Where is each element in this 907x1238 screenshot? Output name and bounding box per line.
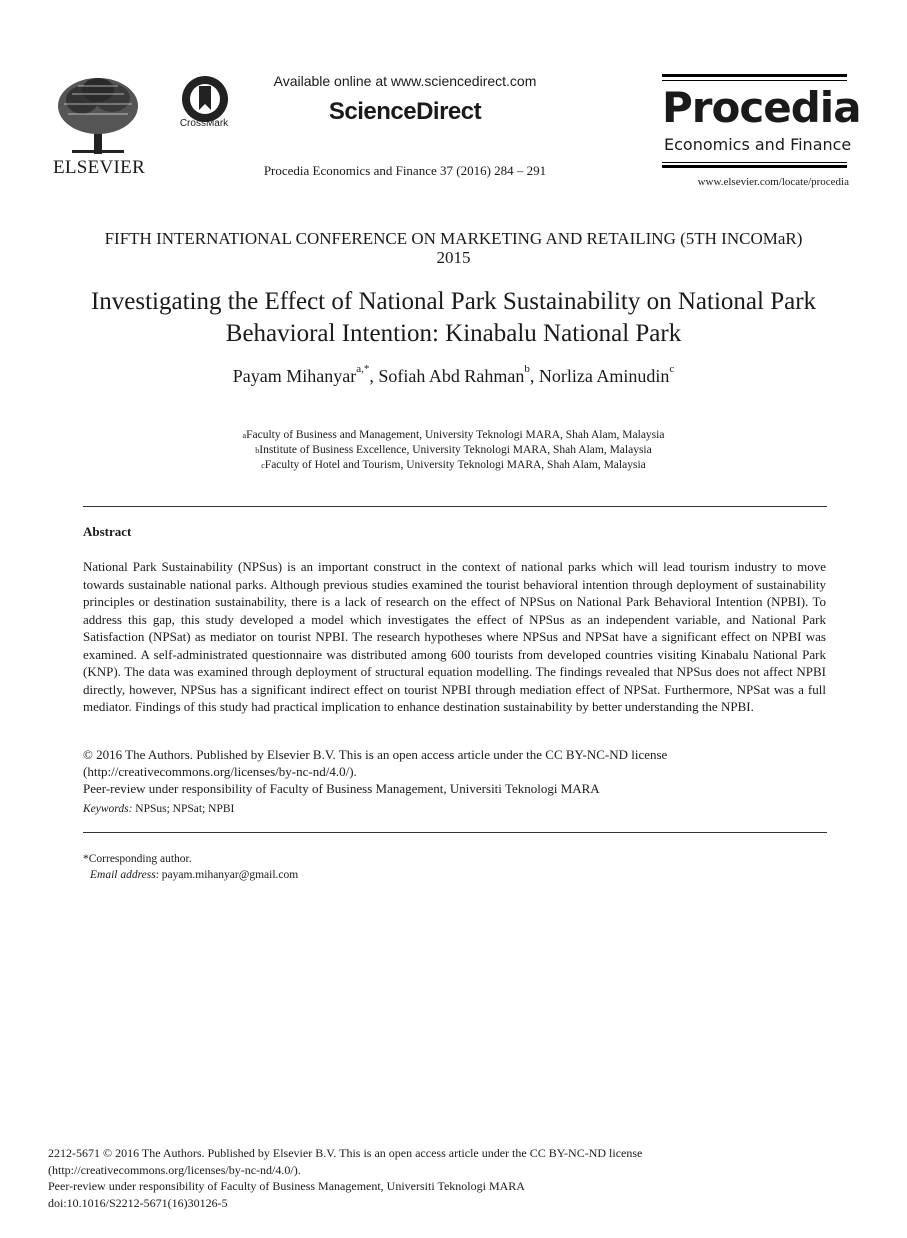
- email-address-link[interactable]: payam.mihanyar@gmail.com: [161, 869, 299, 881]
- author-name: Norliza Aminudin: [538, 366, 670, 386]
- procedia-rule: [662, 165, 847, 168]
- license-link[interactable]: (http://creativecommons.org/licenses/by-nc-nd/4.0/).: [83, 764, 357, 779]
- affiliation-item: [60, 458, 847, 473]
- author-superscript: a,*: [356, 363, 370, 375]
- footer-peer-review: Peer-review under responsibility of Faculty of Business Management, Universiti Teknologi MARA: [48, 1179, 525, 1193]
- keywords-line: [83, 803, 826, 815]
- affiliation-marker: b: [255, 446, 260, 455]
- procedia-rule: [662, 80, 847, 81]
- corresponding-author-note: [83, 851, 298, 883]
- procedia-subtitle: Economics and Finance: [664, 135, 852, 154]
- affiliation-list: [60, 428, 847, 473]
- author-name: Sofiah Abd Rahman: [378, 366, 525, 386]
- copyright-notice: [83, 746, 826, 797]
- author-name: Payam Mihanyar: [232, 366, 357, 386]
- keywords-label: Keywords:: [83, 803, 133, 815]
- footer-license-link[interactable]: (http://creativecommons.org/licenses/by-nc-nd/4.0/).: [48, 1162, 301, 1177]
- corresponding-author-label: *Corresponding author.: [83, 853, 192, 865]
- author-superscript: c: [669, 363, 675, 375]
- affiliation-marker: c: [261, 461, 265, 470]
- conference-name: FIFTH INTERNATIONAL CONFERENCE ON MARKETING AND RETAILING (5TH INCOMaR) 2015: [104, 229, 803, 267]
- email-label: Email address: [90, 869, 156, 881]
- sciencedirect-wordmark: ScienceDirect: [328, 98, 482, 125]
- peer-review-line: Peer-review under responsibility of Faculty of Business Management, Universiti Teknologi MARA: [83, 781, 600, 796]
- author-separator: ,: [529, 366, 539, 386]
- abstract-body: National Park Sustainability (NPSus) is an important construct in the context of national parks which will lead tourism industry to move towards sustainable national parks. Although previous studies examined the tourist behavioral intention through deployment of sustainability principles or destination sustainability, there is a lack of research on the effect of NPSus on National Park Behavioral Intention (NPBI). To address this gap, this study developed a model which investigates the effect of NPSus as an independent variable, and National Park Satisfaction (NPSat) as mediator on tourist NPBI. The research hypotheses where NPSus and NPSat have a significant effect on NPBI was examined. A self-administrated questionnaire was distributed among 600 tourists from developed countries visiting Kinabalu National Park (KNP). The data was examined through deployment of structural equation modelling. The findings revealed that NPSus does not affect NPBI directly, however, NPSus has a significant indirect effect on tourist NPBI through mediation effect of NPSat. Furthermore, NPSat was a full mediator. Findings of this study had practical implication to enhance destination sustainability by better understanding the NPBI.: [83, 559, 826, 714]
- section-divider: [83, 506, 827, 507]
- procedia-url-link[interactable]: www.elsevier.com/locate/procedia: [697, 176, 849, 188]
- author-superscript: b: [524, 363, 530, 375]
- affiliation-marker: a: [242, 431, 247, 440]
- crossmark-label: CrossMark: [179, 118, 229, 129]
- elsevier-tree-logo: [52, 74, 144, 158]
- affiliation-text: Institute of Business Excellence, University Teknologi MARA, Shah Alam, Malaysia: [259, 444, 652, 456]
- copyright-line: © 2016 The Authors. Published by Elsevier B.V. This is an open access article under the CC BY-NC-ND license: [83, 747, 668, 762]
- email-line: [83, 867, 298, 883]
- affiliation-text: Faculty of Hotel and Tourism, University Teknologi MARA, Shah Alam, Malaysia: [264, 459, 646, 471]
- procedia-wordmark: Procedia: [662, 83, 861, 132]
- abstract-heading: Abstract: [83, 524, 132, 539]
- affiliation-text: Faculty of Business and Management, University Teknologi MARA, Shah Alam, Malaysia: [246, 429, 665, 441]
- affiliation-item: [60, 428, 847, 443]
- crossmark-icon[interactable]: [180, 74, 230, 124]
- footer-doi[interactable]: doi:10.1016/S2212-5671(16)30126-5: [48, 1195, 228, 1210]
- keywords-value: NPSus; NPSat; NPBI: [135, 803, 235, 815]
- available-online-text[interactable]: Available online at www.sciencedirect.com: [273, 73, 537, 89]
- author-list: [60, 363, 847, 387]
- paper-title: Investigating the Effect of National Park Sustainability on National Park Behavioral Intention: Kinabalu National Park: [90, 288, 817, 347]
- procedia-rule: [662, 74, 847, 77]
- affiliation-item: [60, 443, 847, 458]
- footer-issn-line: 2212-5671 © 2016 The Authors. Published by Elsevier B.V. This is an open access article under the CC BY-NC-ND license: [48, 1146, 643, 1160]
- procedia-rule: [662, 162, 847, 163]
- email-separator: :: [155, 869, 162, 881]
- journal-reference: Procedia Economics and Finance 37 (2016) 284 – 291: [263, 163, 547, 178]
- author-separator: ,: [369, 366, 379, 386]
- page-footer: [48, 1145, 868, 1211]
- section-divider: [83, 832, 827, 833]
- elsevier-wordmark: ELSEVIER: [52, 157, 146, 178]
